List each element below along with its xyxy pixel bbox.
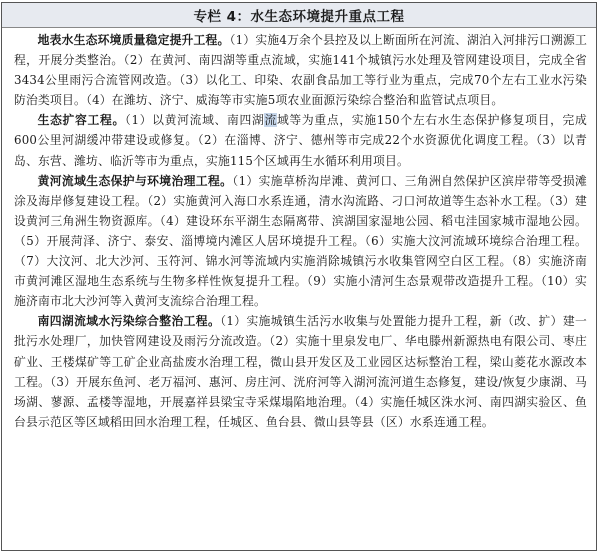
- paragraph-surface-water: [14, 30, 587, 110]
- paragraph-heading: 生态扩容工程。: [37, 113, 125, 128]
- paragraph-nansi-lake: [14, 311, 587, 432]
- paragraph-heading: 南四湖流域水污染综合整治工程。: [37, 314, 221, 329]
- paragraph-text: （1）以黄河流域、南四湖: [124, 113, 265, 128]
- paragraph-text: （1）实施城镇生活污水收集与处置能力提升工程，新（改、扩）建一批污水处理厂，加快管网建设及雨污分流改造。（2）实施十里泉发电厂、华电滕州新源热电有限公司、枣庄矿业、王楼煤矿等工矿企业高盐废水治理工程，微山县开发区及工业园区达标整治工程，梁山菱花水源改本工程。（3）开展东鱼河、老万福河、惠河、房庄河、洸府河等入湖河流河道生态修复，建设/恢复少康湖、马场湖、蓼源、孟楼等湿地，开展嘉祥县梁宝寺采煤塌陷地治理。（4）实施任城区洙水河、南四湖实验区、鱼台县示范区等区域稻田回水治理工程，任城区、鱼台县、微山县等县（区）水系连通工程。: [14, 314, 587, 429]
- box-title: 专栏 4：水生态环境提升重点工程: [2, 3, 596, 28]
- paragraph-text: （1）实施4万余个县控及以上断面所在河流、湖泊入河排污口溯源工程，开展分类整治。（2）在黄河、南四湖等重点流域，实施141个城镇污水处理及管网建设项目，完成全省3434公里雨污合流管网改造。（3）以化工、印染、农副食品加工等行业为重点，完成70个左右工业水污染防治类项目。（4）在潍坊、济宁、威海等市实施5项农业面源污染综合整治和监管试点项目。: [14, 33, 587, 108]
- paragraph-text: 域等为重点，实施150个左右水生态保护修复项目，完成600公里河湖缓冲带建设或修复。（2）在淄博、济宁、德州等市完成22个水资源优化调度工程。（3）以青岛、东营、潍坊、临沂等市为重点，实施115个区域再生水循环利用项目。: [14, 113, 588, 168]
- box-body: [2, 28, 596, 432]
- paragraph-ecological-expansion: [14, 110, 587, 170]
- paragraph-heading: 黄河流域生态保护与环境治理工程。: [37, 173, 233, 188]
- feature-box: [1, 2, 597, 551]
- highlighted-text: 流: [264, 113, 277, 128]
- paragraph-yellow-river: [14, 171, 587, 312]
- paragraph-text: （1）实施草桥沟岸滩、黄河口、三角洲自然保护区滨岸带等受损滩涂及海岸修复建设工程。（2）实施黄河入海口水系连通，清水沟流路、刁口河故道等生态补水工程。（3）建设黄河三角洲生物资源库。（4）建设环东平湖生态隔离带、滨湖国家湿地公园、稻屯洼国家城市湿地公园。（5）开展菏泽、济宁、泰安、淄博境内滩区人居环境提升工程。（6）实施大汶河流域环境综合治理工程。（7）大汶河、北大沙河、玉符河、锦水河等流域内实施消除城镇污水收集管网空白区工程。（8）实施济南市黄河滩区湿地生态系统与生物多样性恢复提升工程。（9）实施小清河生态景观带改造提升工程。（10）实施济南市北大沙河等入黄河支流综合治理工程。: [14, 173, 587, 309]
- paragraph-heading: 地表水生态环境质量稳定提升工程。: [37, 33, 230, 47]
